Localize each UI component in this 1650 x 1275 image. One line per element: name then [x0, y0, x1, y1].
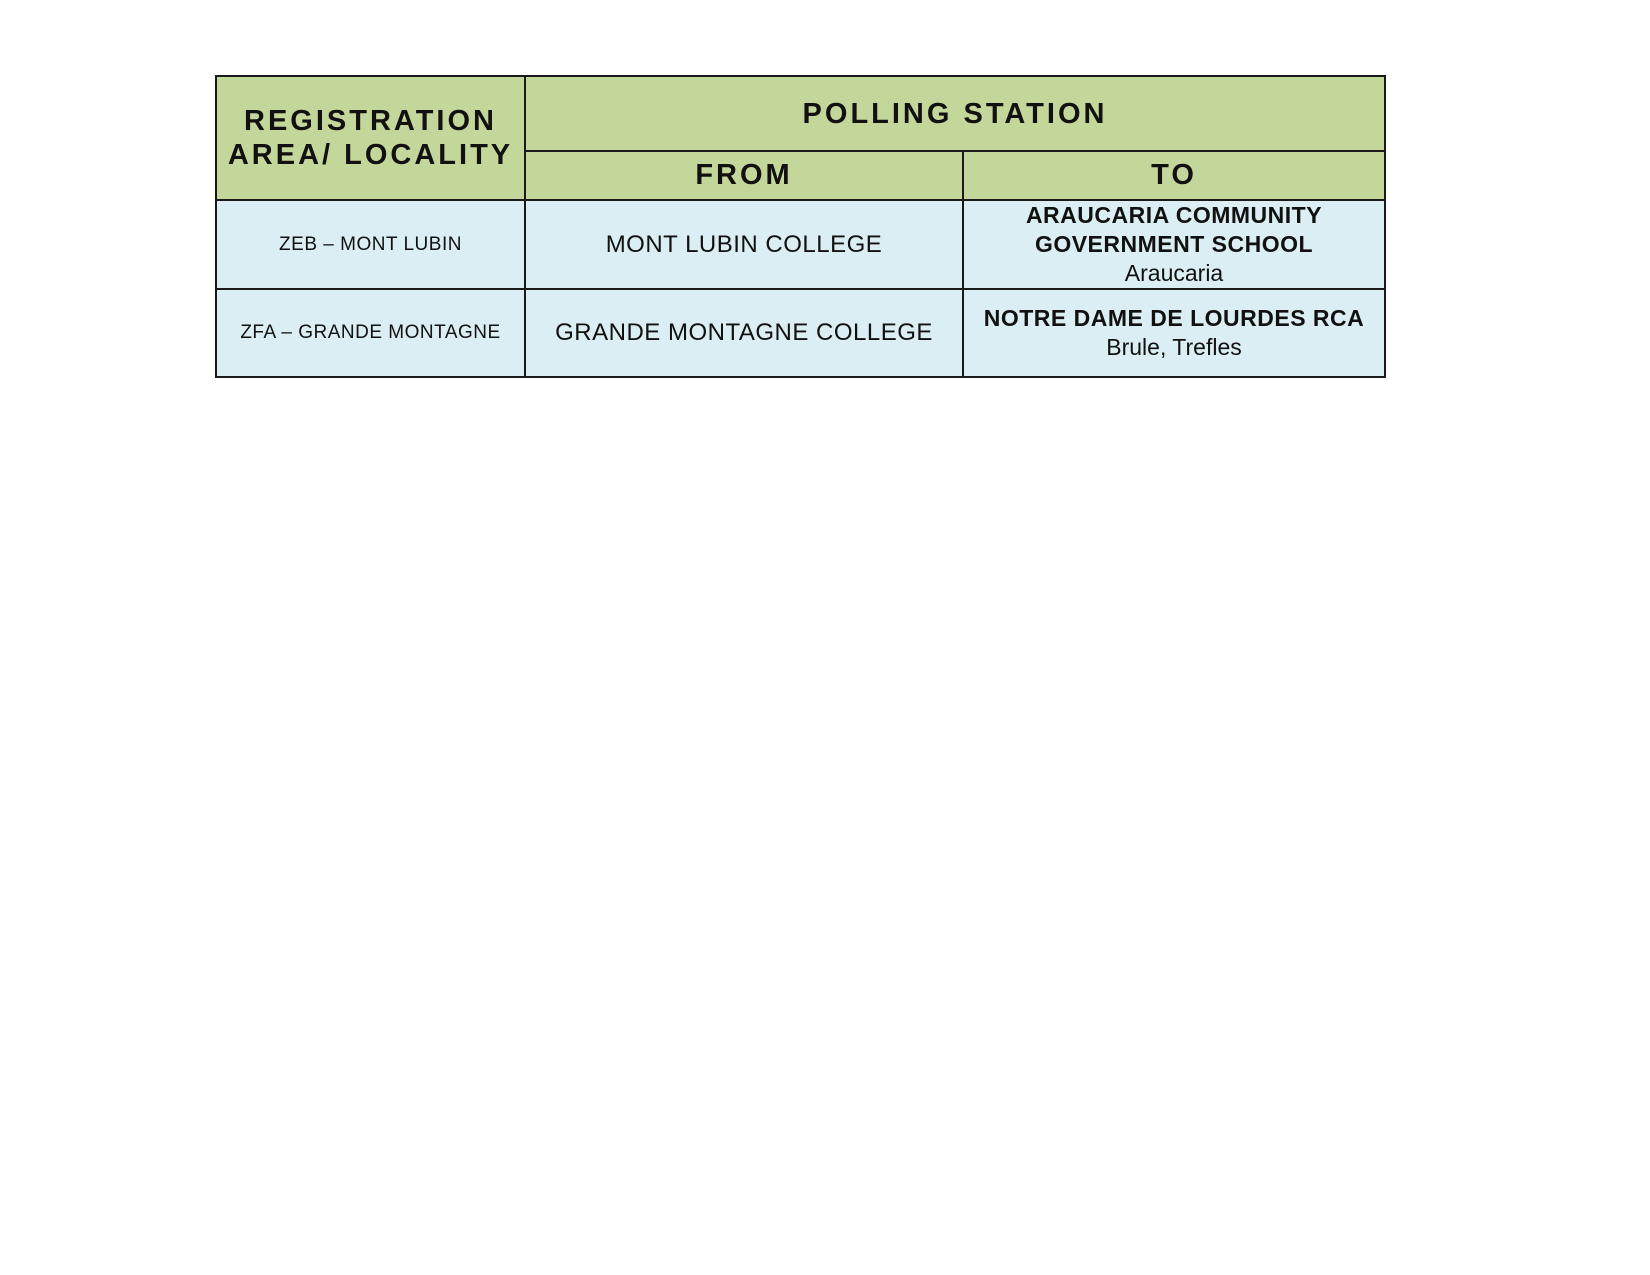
header-from: FROM — [525, 151, 963, 200]
table-header-row — [216, 76, 1385, 151]
from-station-cell: GRANDE MONTAGNE COLLEGE — [525, 289, 963, 377]
to-station-cell — [963, 200, 1385, 289]
to-station-place: Brule, Trefles — [1106, 334, 1242, 360]
table-row — [216, 200, 1385, 289]
to-station-cell — [963, 289, 1385, 377]
to-station-name: NOTRE DAME DE LOURDES RCA — [983, 305, 1365, 331]
to-station-name: ARAUCARIA COMMUNITY GOVERNMENT SCHOOL — [1025, 202, 1323, 257]
locality-cell: ZFA – GRANDE MONTAGNE — [216, 289, 525, 377]
polling-station-table — [215, 75, 1386, 378]
locality-cell: ZEB – MONT LUBIN — [216, 200, 525, 289]
from-station-cell: MONT LUBIN COLLEGE — [525, 200, 963, 289]
to-station-place: Araucaria — [1124, 260, 1224, 286]
header-polling-station: POLLING STATION — [525, 76, 1385, 151]
header-to: TO — [963, 151, 1385, 200]
table-row — [216, 289, 1385, 377]
header-locality: REGISTRATION AREA/ LOCALITY — [216, 76, 525, 200]
